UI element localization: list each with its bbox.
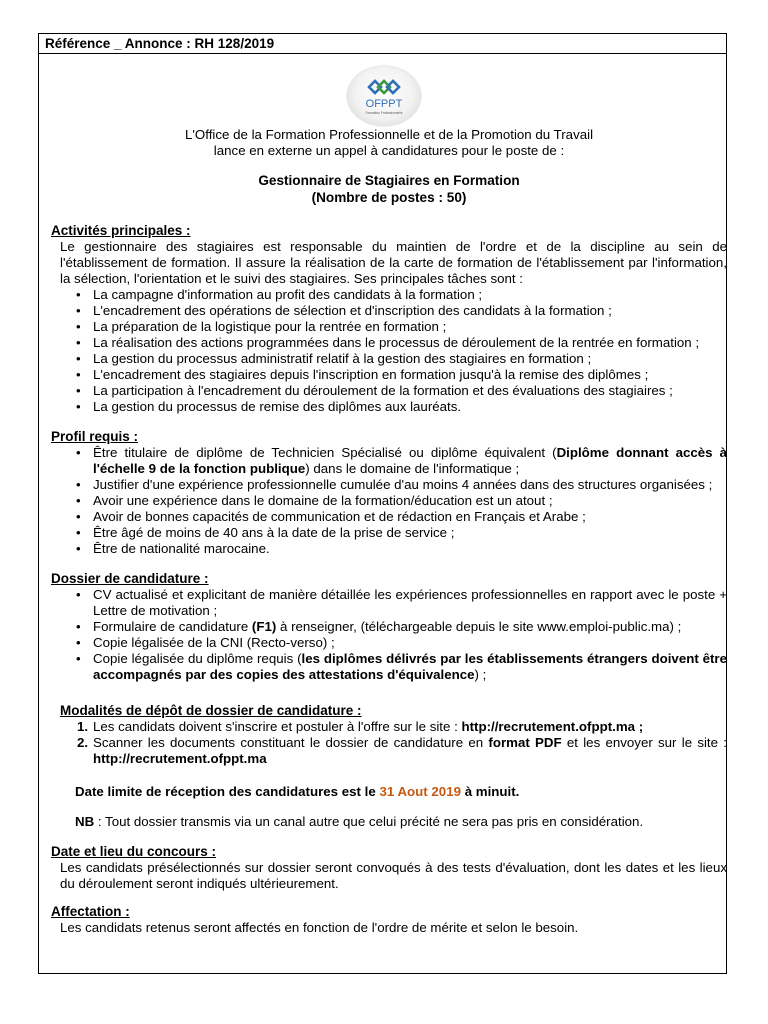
profil-item1-c: ) dans le domaine de l'informatique ;: [305, 461, 520, 476]
list-item: • La gestion du processus administratif relatif à la gestion des stagiaires en formation ;: [51, 351, 727, 367]
deadline-line: [51, 784, 727, 800]
modalites-num-1: 1.: [77, 719, 89, 734]
activites-list: [51, 287, 727, 415]
dossier-heading: Dossier de candidature :: [51, 571, 209, 586]
logo-text: OFPPT: [365, 98, 403, 110]
dossier-item4-a: Copie légalisée du diplôme requis (: [93, 651, 302, 666]
modalites-item2-a: Scanner les documents constituant le dossier de candidature en: [93, 735, 489, 750]
list-item: • Justifier d'une expérience professionnelle cumulée d'au moins 4 années dans des structures organisées ;: [51, 477, 727, 493]
affectation-text: Les candidats retenus seront affectés en fonction de l'ordre de mérite et selon le besoin.: [60, 920, 579, 935]
intro-line-2: lance en externe un appel à candidatures pour le poste de :: [213, 143, 565, 158]
job-title: Gestionnaire de Stagiaires en Formation: [258, 173, 520, 188]
nb-line: [51, 814, 727, 830]
list-item: [51, 735, 727, 767]
nb-text: : Tout dossier transmis via un canal autre que celui précité ne sera pas pris en considération.: [94, 814, 644, 829]
activites-heading: Activités principales :: [51, 223, 191, 238]
list-item: • La gestion du processus de remise des diplômes aux lauréats.: [51, 399, 727, 415]
list-item: [51, 719, 727, 735]
list-item: • L'encadrement des stagiaires depuis l'inscription en formation jusqu'à la remise des diplômes ;: [51, 367, 727, 383]
list-item: [51, 619, 727, 635]
list-item: • Être de nationalité marocaine.: [51, 541, 727, 557]
modalites-list: [51, 719, 727, 767]
deadline-date: 31 Aout 2019: [379, 784, 461, 799]
concours-heading: Date et lieu du concours :: [51, 844, 217, 859]
list-item: [51, 445, 727, 477]
dossier-item2-a: Formulaire de candidature: [93, 619, 252, 634]
dossier-item2-bold: (F1): [251, 619, 277, 634]
activites-paragraph: Le gestionnaire des stagiaires est responsable du maintien de l'ordre et de la discipline au sein de l'établissement de formation. Il assure la réalisation de la carte de formation de l'établissement par l'information, la sélection, l'orientation et le suivi des stagiaires. Ses principales tâches sont :: [60, 239, 727, 286]
modalites-item1-a: Les candidats doivent s'inscrire et postuler à l'offre sur le site :: [93, 719, 462, 734]
announcement-frame: [38, 33, 727, 974]
announcement-content: [51, 34, 727, 936]
list-item: • La préparation de la logistique pour la rentrée en formation ;: [51, 319, 727, 335]
deadline-text-a: Date limite de réception des candidatures est le: [75, 784, 380, 799]
list-item: • La réalisation des actions programmées dans le processus de déroulement de la rentrée en formation ;: [51, 335, 727, 351]
modalites-link-2[interactable]: http://recrutement.ofppt.ma: [93, 751, 267, 766]
nb-label: NB: [75, 814, 95, 829]
dossier-item4-c: ) ;: [474, 667, 487, 682]
profil-item1-a: Être titulaire de diplôme de Technicien Spécialisé ou diplôme équivalent (: [93, 445, 557, 460]
modalites-num-2: 2.: [77, 735, 89, 750]
modalites-heading: Modalités de dépôt de dossier de candidature :: [60, 703, 362, 718]
reference-header: Référence _ Annonce : RH 128/2019: [39, 34, 726, 54]
list-item: • La participation à l'encadrement du déroulement de la formation et des évaluations des stagiaires ;: [51, 383, 727, 399]
list-item: • Avoir une expérience dans le domaine de la formation/éducation est un atout ;: [51, 493, 727, 509]
intro-line-1: L'Office de la Formation Professionnelle et de la Promotion du Travail: [184, 127, 594, 142]
dossier-item2-c: à renseigner, (téléchargeable depuis le site www.emploi-public.ma) ;: [276, 619, 682, 634]
modalites-item2-c: et les envoyer sur le site :: [561, 735, 727, 750]
profil-heading: Profil requis :: [51, 429, 139, 444]
deadline-text-b: à minuit.: [461, 784, 520, 799]
affectation-heading: Affectation :: [51, 904, 130, 919]
modalites-link-1[interactable]: http://recrutement.ofppt.ma ;: [461, 719, 644, 734]
list-item: • Avoir de bonnes capacités de communication et de rédaction en Français et Arabe ;: [51, 509, 727, 525]
dossier-item4-bold: les diplômes délivrés par les établissements étrangers doivent être accompagnés par des copies des attestations d'équivalence: [93, 651, 728, 682]
list-item: • CV actualisé et explicitant de manière détaillée les expériences professionnelles en rapport avec le poste + Lettre de motivation ;: [51, 587, 727, 619]
dossier-list: [51, 587, 727, 683]
list-item: • Être âgé de moins de 40 ans à la date de la prise de service ;: [51, 525, 727, 541]
modalites-item2-bold: format PDF: [488, 735, 562, 750]
concours-text: Les candidats présélectionnés sur dossier seront convoqués à des tests d'évaluation, dont les dates et les lieux du déroulement seront indiqués ultérieurement.: [60, 860, 727, 891]
list-item: [51, 651, 727, 683]
list-item: • Copie légalisée de la CNI (Recto-verso) ;: [51, 635, 727, 651]
profil-list: [51, 445, 727, 557]
job-count: (Nombre de postes : 50): [311, 190, 467, 205]
logo-subtext: Formation Professionnelle: [365, 111, 403, 115]
profil-item1-bold: Diplôme donnant accès à l'échelle 9 de la fonction publique: [93, 445, 727, 476]
list-item: • La campagne d'information au profit des candidats à la formation ;: [51, 287, 727, 303]
list-item: • L'encadrement des opérations de sélection et d'inscription des candidats à la formation ;: [51, 303, 727, 319]
